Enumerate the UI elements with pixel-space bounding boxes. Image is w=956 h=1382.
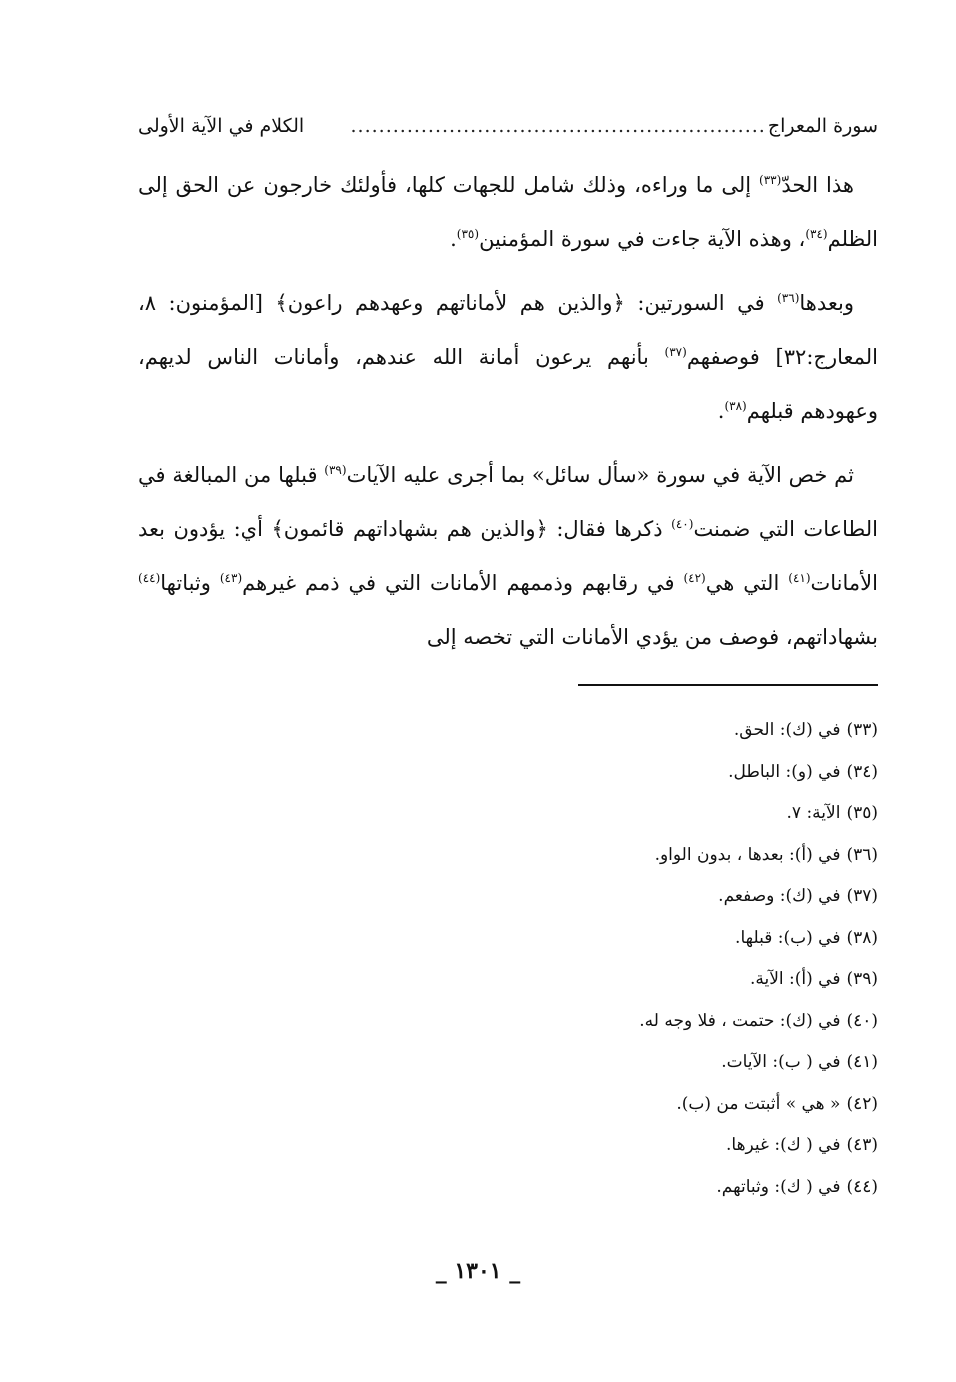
text-run: وثباتها xyxy=(160,571,220,595)
footnote-marker: (٣٣) xyxy=(759,173,782,187)
footnote-text: في ( ك): وثباتهم. xyxy=(716,1176,841,1197)
text-run: ذكرها فقال: ﴿والذين هم بشهاداتهم قائمون﴾ أي: يؤدون بعد الأمانات xyxy=(138,517,878,595)
footnote-text: « هي » أثبتت من (ب). xyxy=(676,1093,841,1114)
footnote-marker: (٣٥) xyxy=(456,227,480,241)
footnote-number: (٤٣) xyxy=(846,1135,878,1155)
footnote-number: (٤٤) xyxy=(846,1176,878,1197)
footnote-item xyxy=(178,1084,878,1126)
section-title: الكلام في الآية الأولى xyxy=(138,115,305,137)
text-run: . xyxy=(450,227,457,251)
footnote-text: في (ك): حتمت ، فلا وجه له. xyxy=(639,1010,841,1031)
footnote-marker: (٤٠) xyxy=(671,517,694,531)
footnote-marker: (٤٣) xyxy=(219,571,243,585)
footnote-number: (٣٧) xyxy=(846,886,878,906)
footnote-number: (٤٠) xyxy=(846,1010,878,1031)
footnote-number: (٣٦) xyxy=(846,844,878,865)
footnote-number: (٣٩) xyxy=(846,969,878,989)
text-run: ثم خص الآية في سورة «سأل سائل» بما أجرى عليه الآيات xyxy=(346,463,854,487)
footnote-number: (٣٨) xyxy=(846,927,878,948)
header-leader-dots: ........................................................... xyxy=(350,115,766,137)
body-text xyxy=(138,158,878,674)
footnote-divider xyxy=(578,684,878,686)
footnote-marker: (٣٨) xyxy=(724,399,747,413)
footnote-text: في (ك): وصفعم. xyxy=(718,886,841,906)
text-run: إلى ما وراءه، وذلك شامل للجهات كلها، فأولئك خارجون عن الحق إلى الظلم xyxy=(138,173,878,251)
text-run: بأنهم يرعون أمانة الله عندهم، وأمانات الناس لديهم، وعهودهم قبلهم xyxy=(138,345,878,423)
text-run: في رقابهم وذممهم الأمانات التي في ذمم غيرهم xyxy=(242,571,684,595)
footnote-item xyxy=(178,1001,878,1043)
surah-title: سورة المعراج xyxy=(767,115,878,137)
footnote-text: في ( ك): غيرها. xyxy=(725,1135,841,1155)
text-run: قبلها من المبالغة في الطاعات التي ضمنت xyxy=(138,463,878,541)
text-run: وبعدها xyxy=(799,291,854,315)
text-run: . xyxy=(717,399,725,423)
footnote-marker: (٤٤) xyxy=(138,571,161,585)
running-header xyxy=(138,108,878,144)
footnote-text: في (أ): بعدها ، بدون الواو. xyxy=(654,844,841,865)
footnote-text: في (و): الباطل. xyxy=(728,761,841,782)
footnote-marker: (٤١) xyxy=(788,571,811,585)
text-run: التي هي xyxy=(705,571,789,595)
paragraph xyxy=(138,158,878,266)
footnote-item xyxy=(178,959,878,1001)
footnote-text: في (ك): الحق. xyxy=(733,720,841,740)
footnote-number: (٣٣) xyxy=(846,720,878,740)
footnote-marker: (٣٩) xyxy=(324,463,347,477)
footnote-text: في (أ): الآية. xyxy=(749,969,841,989)
footnote-item xyxy=(178,752,878,794)
footnote-number: (٤١) xyxy=(846,1052,878,1072)
footnote-item xyxy=(178,1125,878,1167)
footnote-item xyxy=(178,1042,878,1084)
paragraph xyxy=(138,276,878,438)
text-run: بشهاداتهم، فوصف من يؤدي الأمانات التي تخصه إلى xyxy=(426,625,878,649)
footnote-text: في ( ب): الآيات. xyxy=(721,1052,841,1072)
footnote-item xyxy=(178,710,878,752)
footnote-marker: (٤٢) xyxy=(683,571,706,585)
footnote-item xyxy=(178,876,878,918)
footnote-item xyxy=(178,793,878,835)
page-number: _ ١٣٠١ _ xyxy=(435,1258,521,1284)
footnote-number: (٣٥) xyxy=(846,803,878,823)
footnote-number: (٤٢) xyxy=(846,1093,878,1114)
text-run: هذا الحدّ xyxy=(781,173,854,197)
footnote-marker: (٣٦) xyxy=(777,291,800,305)
footnote-text: الآية: ٧. xyxy=(786,803,841,823)
footnote-number: (٣٤) xyxy=(846,761,878,782)
footnote-marker: (٣٤) xyxy=(805,227,828,241)
footnote-marker: (٣٧) xyxy=(664,345,687,359)
footnote-item xyxy=(178,835,878,877)
text-run: في السورتين: ﴿والذين هم لأماناتهم وعهدهم راعون﴾ [المؤمنون: ٨، المعارج:٣٢] فوصفهم xyxy=(138,291,878,369)
footnote-text: في (ب): قبلها. xyxy=(735,927,841,948)
footnote-item xyxy=(178,918,878,960)
footnotes-list xyxy=(178,710,878,1208)
footnote-item xyxy=(178,1167,878,1209)
text-run: ، وهذه الآية جاءت في سورة المؤمنين xyxy=(479,227,806,251)
paragraph xyxy=(138,448,878,664)
